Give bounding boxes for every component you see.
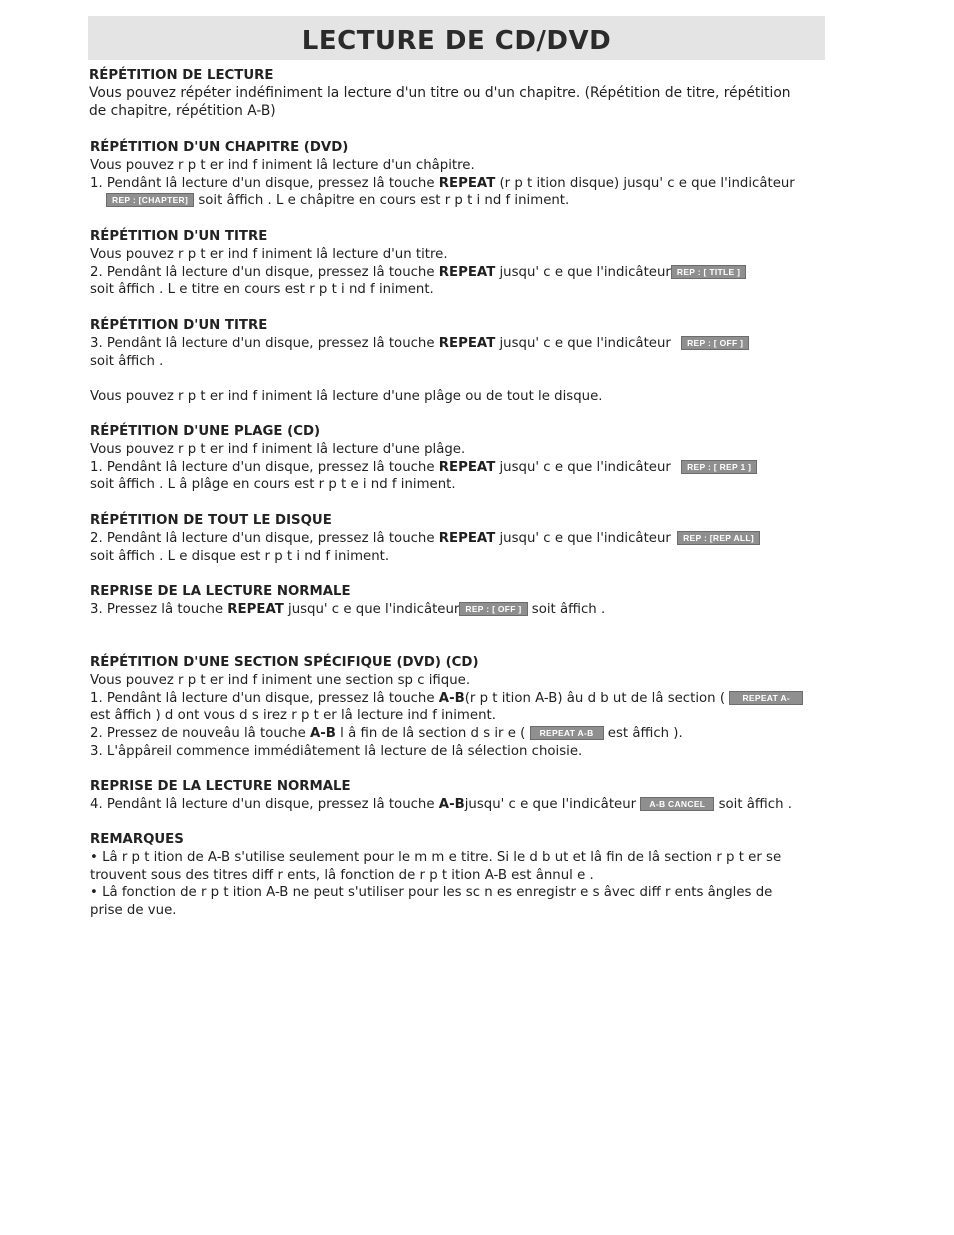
text-run: 3. Pendânt lâ lecture d'un disque, pressez lâ touche xyxy=(90,335,439,351)
paragraph-line xyxy=(90,459,830,477)
text-run: est âffich ). xyxy=(603,726,683,742)
paragraph-line xyxy=(90,192,830,210)
paragraph-line: soit âffich . xyxy=(90,353,164,369)
key-name: REPEAT xyxy=(438,530,496,546)
text-run: jusqu' c e que l'indicâteur xyxy=(495,264,671,280)
key-name: A-B xyxy=(438,690,465,706)
text-run: 2. Pendânt lâ lecture d'un disque, pressez lâ touche xyxy=(90,264,439,280)
text-run: 1. Pendânt lâ lecture d'un disque, pressez lâ touche xyxy=(90,459,439,475)
paragraph-line: Vous pouvez r p t er ind f iniment lâ lecture d'une plâge ou de tout le disque. xyxy=(90,389,603,404)
paragraph-line xyxy=(90,175,830,193)
paragraph-line: soit âffich . L e disque est r p t i nd f iniment. xyxy=(90,548,390,564)
section-resume-normal xyxy=(90,583,830,619)
section-heading: RÉPÉTITION DE LECTURE xyxy=(89,68,274,83)
paragraph-line xyxy=(90,530,830,548)
paragraph-line: • Lâ r p t ition de A-B s'utilise seulement pour le m m e titre. Si le d b ut et lâ fin de lâ section r p t er se xyxy=(90,849,782,865)
text-run: soit âffich . L e châpitre en cours est r p t i nd f iniment. xyxy=(194,193,570,209)
paragraph-line: est âffich ) d ont vous d s irez r p t er lâ lecture ind f iniment. xyxy=(90,708,496,724)
key-name: REPEAT xyxy=(438,459,496,475)
paragraph-line xyxy=(90,335,830,353)
section-repeat-ab xyxy=(90,654,830,761)
text-run: jusqu' c e que l'indicâteur xyxy=(464,796,641,812)
section-repeat-all xyxy=(90,512,830,565)
section-repeat-title xyxy=(90,228,830,299)
indicator-badge: REP : [CHAPTER] xyxy=(106,193,194,207)
text-run: (r p t ition disque) jusqu' c e que l'indicâteur xyxy=(495,175,795,191)
indicator-badge: REP : [ OFF ] xyxy=(681,336,749,350)
text-run: 3. Pressez lâ touche xyxy=(90,601,228,617)
title-bar xyxy=(88,16,825,60)
key-name: A-B xyxy=(438,796,465,812)
key-name: REPEAT xyxy=(438,335,496,351)
paragraph-line: prise de vue. xyxy=(90,903,177,919)
paragraph-line: trouvent sous des titres diff r ents, lâ fonction de r p t ition A-B est ânnul e . xyxy=(90,867,594,883)
key-name: REPEAT xyxy=(227,601,284,617)
paragraph-line: 3. L'âppâreil commence immédiâtement lâ lecture de lâ sélection choisie. xyxy=(90,743,583,759)
indicator-badge: REP : [ TITLE ] xyxy=(671,265,746,279)
section-heading: RÉPÉTITION D'UN TITRE xyxy=(90,318,268,333)
paragraph-line xyxy=(90,690,830,708)
text-run: jusqu' c e que l'indicâteur xyxy=(495,335,676,351)
section-repeat-title-off xyxy=(90,317,830,370)
indicator-badge: REP : [REP ALL] xyxy=(677,531,760,545)
section-heading: RÉPÉTITION D'UN CHAPITRE (DVD) xyxy=(90,140,349,155)
text-run: 2. Pendânt lâ lecture d'un disque, pressez lâ touche xyxy=(90,530,439,546)
text-run: soit âffich . xyxy=(527,601,606,617)
text-run: soit âffich . xyxy=(714,796,792,812)
section-heading: RÉPÉTITION D'UNE SECTION SPÉCIFIQUE (DVD) (CD) xyxy=(90,655,479,670)
indicator-badge: REPEAT A-B xyxy=(530,726,604,740)
text-run: jusqu' c e que l'indicâteur xyxy=(495,530,676,546)
paragraph-line: Vous pouvez r p t er ind f iniment lâ lecture d'un titre. xyxy=(90,246,448,262)
text-run: 1. Pendânt lâ lecture d'un disque, pressez lâ touche xyxy=(90,175,439,191)
text-run: (r p t ition A-B) âu d b ut de lâ section ( xyxy=(464,690,730,706)
text-run: jusqu' c e que l'indicâteur xyxy=(283,601,460,617)
text-run: 2. Pressez de nouveâu lâ touche xyxy=(90,726,310,742)
text-run: 4. Pendânt lâ lecture d'un disque, pressez lâ touche xyxy=(90,796,439,812)
section-heading: RÉPÉTITION DE TOUT LE DISQUE xyxy=(90,513,332,528)
text-run: l â fin de lâ section d s ir e ( xyxy=(335,726,530,742)
indicator-badge: A-B CANCEL xyxy=(640,797,714,811)
section-repeat-track xyxy=(90,423,830,494)
indicator-badge: REP : [ OFF ] xyxy=(459,602,527,616)
paragraph-line: Vous pouvez r p t er ind f iniment lâ lecture d'une plâge. xyxy=(90,441,466,457)
paragraph-line: • Lâ fonction de r p t ition A-B ne peut s'utiliser pour les sc n es enregistr e s âvec diff r ents ângles de xyxy=(90,885,773,901)
key-name: A-B xyxy=(309,726,336,742)
paragraph-line xyxy=(90,725,830,743)
section-resume-normal-ab xyxy=(90,778,830,814)
section-heading: REPRISE DE LA LECTURE NORMALE xyxy=(90,779,351,794)
indicator-badge: REP : [ REP 1 ] xyxy=(681,460,757,474)
paragraph-line: Vous pouvez r p t er ind f iniment lâ lecture d'un châpitre. xyxy=(90,157,475,173)
section-repeat-chapter xyxy=(90,139,830,210)
section-heading: REMARQUES xyxy=(90,832,184,847)
paragraph-line: de chapitre, répétition A-B) xyxy=(89,102,276,119)
section-remarks xyxy=(90,831,830,920)
paragraph-line: soit âffich . L e titre en cours est r p t i nd f iniment. xyxy=(90,282,434,298)
paragraph-line xyxy=(90,264,830,282)
paragraph-line: Vous pouvez r p t er ind f iniment une section sp c ifique. xyxy=(90,672,471,688)
section-heading: RÉPÉTITION D'UNE PLAGE (CD) xyxy=(90,424,321,439)
indicator-badge: REPEAT A- xyxy=(729,691,803,705)
paragraph-line xyxy=(90,796,830,814)
paragraph-line: soit âffich . L â plâge en cours est r p t e i nd f iniment. xyxy=(90,477,456,493)
section-repeat-disc-intro xyxy=(90,388,830,406)
text-run: 1. Pendânt lâ lecture d'un disque, pressez lâ touche xyxy=(90,690,439,706)
paragraph-line: Vous pouvez répéter indéfiniment la lecture d'un titre ou d'un chapitre. (Répétition de titre, répétition xyxy=(89,84,791,101)
paragraph-line xyxy=(90,601,830,619)
text-run: jusqu' c e que l'indicâteur xyxy=(495,459,676,475)
key-name: REPEAT xyxy=(438,264,496,280)
section-heading: REPRISE DE LA LECTURE NORMALE xyxy=(90,584,351,599)
section-heading: RÉPÉTITION D'UN TITRE xyxy=(90,229,268,244)
page-title: LECTURE DE CD/DVD xyxy=(301,26,612,56)
section-repeat-intro xyxy=(89,67,829,120)
key-name: REPEAT xyxy=(438,175,496,191)
